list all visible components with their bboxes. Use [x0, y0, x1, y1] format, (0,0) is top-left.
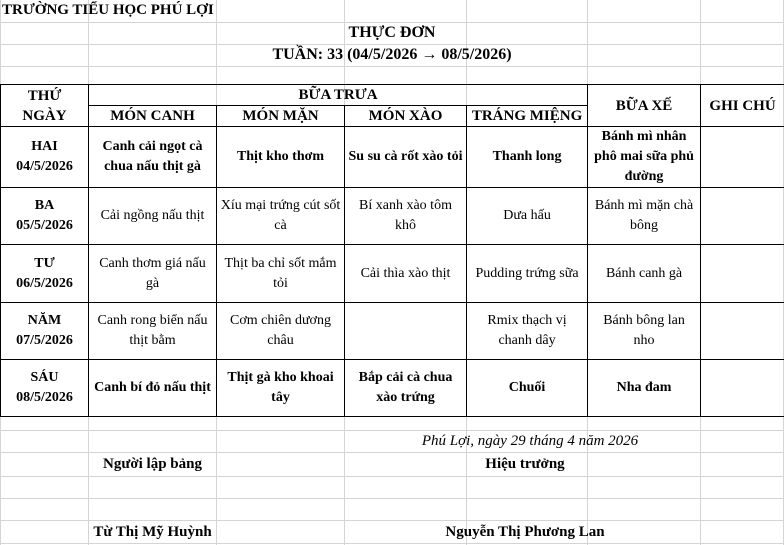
table-row — [1, 127, 784, 188]
day-label: BA — [34, 198, 55, 213]
snack-cell: Bánh canh gà — [588, 245, 701, 303]
school-name: TRƯỜNG TIỂU HỌC PHÚ LỢI — [2, 2, 214, 18]
note-cell — [701, 360, 784, 417]
day-label: NĂM — [27, 313, 62, 328]
soup-cell: Canh bí đỏ nấu thịt — [89, 360, 217, 417]
dessert-cell: Thanh long — [467, 127, 588, 188]
snack-cell: Nha đam — [588, 360, 701, 417]
lunch-header: BỮA TRƯA — [89, 85, 588, 106]
soup-cell: Canh rong biển nấu thịt bằm — [89, 303, 217, 360]
stirfry-header: MÓN XÀO — [345, 106, 467, 127]
date-label: 08/5/2026 — [16, 390, 73, 405]
principal-name: Nguyễn Thị Phương Lan — [445, 524, 605, 540]
soup-cell: Canh thơm giá nấu gà — [89, 245, 217, 303]
day-cell — [1, 188, 89, 245]
soup-cell: Cải ngồng nấu thịt — [89, 188, 217, 245]
day-header-line1: THỨ — [27, 87, 62, 104]
principal-label: Hiệu trưởng — [485, 456, 565, 472]
dessert-cell: Dưa hấu — [467, 188, 588, 245]
table-row — [1, 303, 784, 360]
day-cell — [1, 127, 89, 188]
week-range: TUẦN: 33 (04/5/2026 → 08/5/2026) — [272, 46, 512, 63]
savory-cell: Thịt kho thơm — [217, 127, 345, 188]
stirfry-cell — [345, 303, 467, 360]
snack-cell: Bánh bông lan nho — [588, 303, 701, 360]
snack-header: BỮA XẾ — [588, 85, 701, 127]
day-cell — [1, 360, 89, 417]
day-label: SÁU — [30, 370, 59, 385]
dessert-header: TRÁNG MIỆNG — [467, 106, 588, 127]
table-row — [1, 245, 784, 303]
stirfry-cell: Su su cà rốt xào tỏi — [345, 127, 467, 188]
note-header: GHI CHÚ — [701, 85, 784, 127]
savory-header: MÓN MẶN — [217, 106, 345, 127]
menu-title: THỰC ĐƠN — [348, 24, 436, 41]
savory-cell: Thịt gà kho khoai tây — [217, 360, 345, 417]
dessert-cell: Chuối — [467, 360, 588, 417]
dessert-cell: Pudding trứng sữa — [467, 245, 588, 303]
stirfry-cell: Bắp cải cà chua xào trứng — [345, 360, 467, 417]
menu-table — [0, 84, 784, 417]
soup-header: MÓN CANH — [89, 106, 217, 127]
note-cell — [701, 127, 784, 188]
prepared-by-name: Từ Thị Mỹ Huỳnh — [93, 524, 212, 540]
dessert-cell: Rmix thạch vị chanh dây — [467, 303, 588, 360]
day-header-line2: NGÀY — [22, 107, 67, 124]
stirfry-cell: Cải thìa xào thịt — [345, 245, 467, 303]
savory-cell: Thịt ba chỉ sốt mắm tỏi — [217, 245, 345, 303]
note-cell — [701, 188, 784, 245]
table-row — [1, 360, 784, 417]
note-cell — [701, 303, 784, 360]
date-label: 04/5/2026 — [16, 159, 73, 174]
prepared-by-label: Người lập bảng — [102, 456, 202, 472]
savory-cell: Xíu mại trứng cút sốt cà — [217, 188, 345, 245]
savory-cell: Cơm chiên dương châu — [217, 303, 345, 360]
date-label: 05/5/2026 — [16, 218, 73, 233]
snack-cell: Bánh mì nhân phô mai sữa phủ đường — [588, 127, 701, 188]
snack-cell: Bánh mì mặn chà bông — [588, 188, 701, 245]
day-cell — [1, 303, 89, 360]
day-label: TƯ — [34, 255, 55, 271]
soup-cell: Canh cải ngọt cà chua nấu thịt gà — [89, 127, 217, 188]
table-row — [1, 188, 784, 245]
day-label: HAI — [31, 139, 58, 154]
signing-date: Phú Lợi, ngày 29 tháng 4 năm 2026 — [421, 433, 639, 449]
date-label: 07/5/2026 — [16, 333, 73, 348]
note-cell — [701, 245, 784, 303]
stirfry-cell: Bí xanh xào tôm khô — [345, 188, 467, 245]
date-label: 06/5/2026 — [16, 275, 73, 291]
day-header — [1, 85, 89, 127]
day-cell — [1, 245, 89, 303]
